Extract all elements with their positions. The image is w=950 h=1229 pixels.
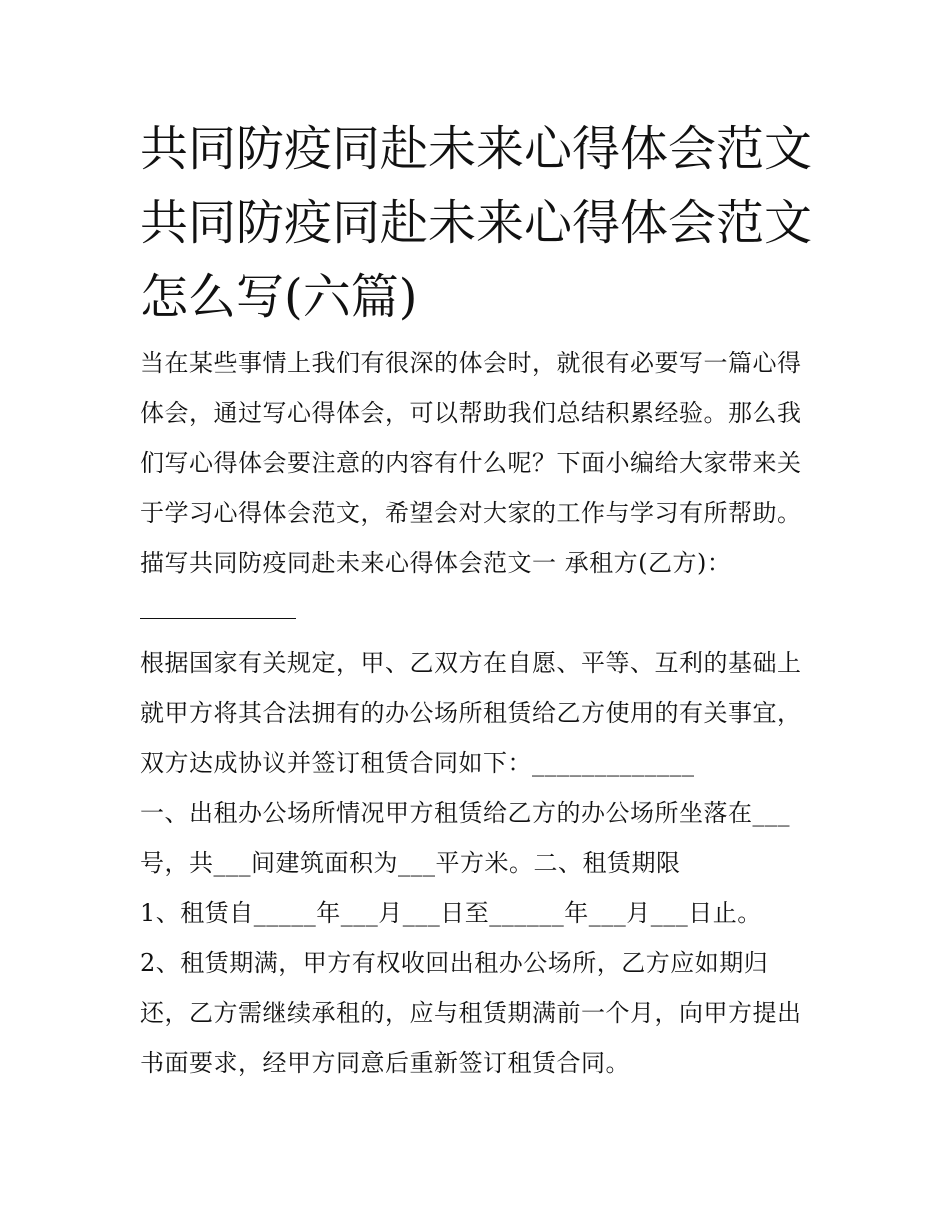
document-body <box>140 338 814 1088</box>
body-paragraph: 2、租赁期满，甲方有权收回出租办公场所，乙方应如期归还，乙方需继续承租的，应与租赁期满前一个月，向甲方提出书面要求，经甲方同意后重新签订租赁合同。 <box>140 949 802 1077</box>
document-content <box>140 112 814 1088</box>
section-heading: 描写共同防疫同赴未来心得体会范文一 承租方(乙方)： <box>140 549 732 577</box>
document-title: 共同防疫同赴未来心得体会范文 共同防疫同赴未来心得体会范文怎么写(六篇) <box>140 121 813 325</box>
body-paragraph: 一、出租办公场所情况甲方租赁给乙方的办公场所坐落在___号，共___间建筑面积为___平方米。二、租赁期限 <box>140 799 790 877</box>
signature-blank-line <box>140 588 814 638</box>
intro-paragraph: 当在某些事情上我们有很深的体会时，就很有必要写一篇心得体会，通过写心得体会，可以帮助我们总结积累经验。那么我们写心得体会要注意的内容有什么呢？下面小编给大家带来关于学习心得体会范文，希望会对大家的工作与学习有所帮助。 <box>140 349 802 527</box>
body-paragraph: 1、租赁自_____年___月___日至______年___月___日止。 <box>140 899 762 927</box>
body-paragraph: 根据国家有关规定，甲、乙双方在自愿、平等、互利的基础上就甲方将其合法拥有的办公场所租赁给乙方使用的有关事宜，双方达成协议并签订租赁合同如下：_____________ <box>140 649 802 777</box>
